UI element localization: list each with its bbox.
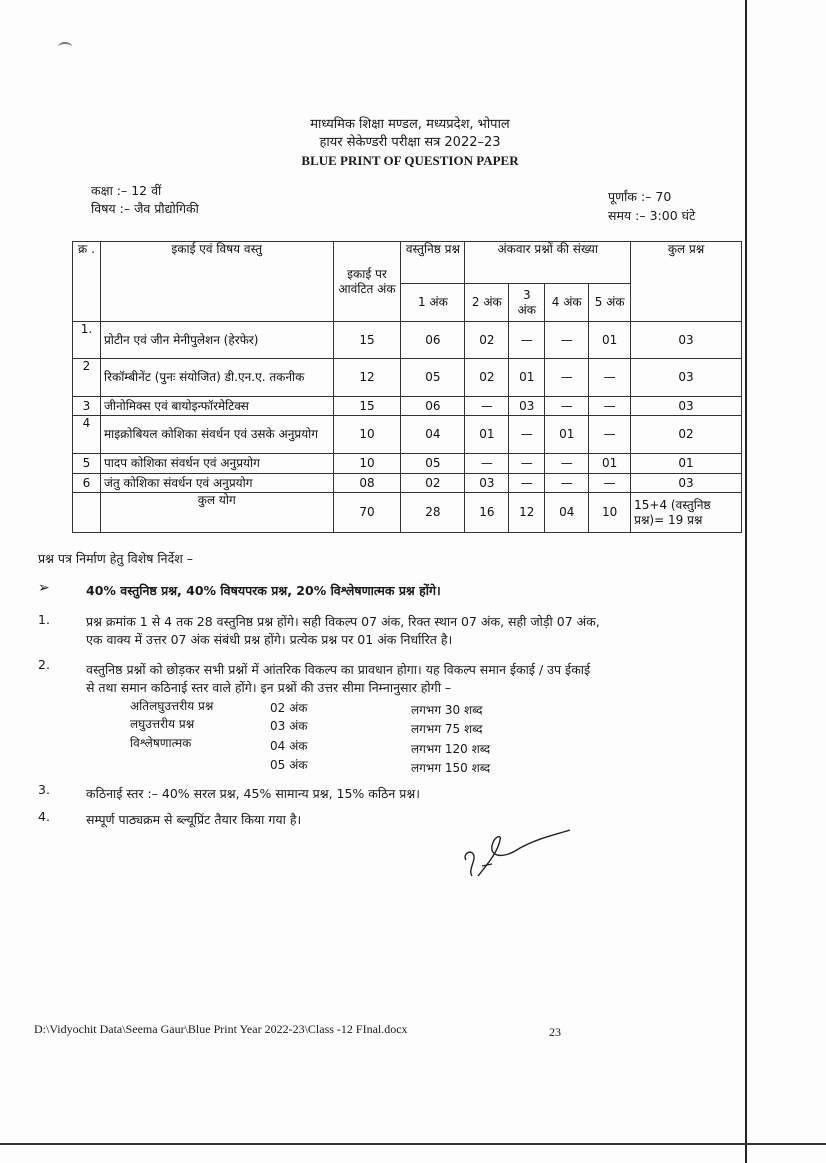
total-label: कुल योग bbox=[100, 493, 333, 533]
row-5-mark: — bbox=[589, 397, 631, 416]
board-name: माध्यमिक शिक्षा मण्डल, मध्यप्रदेश, भोपाल bbox=[310, 117, 510, 132]
row-objective: 02 bbox=[401, 474, 465, 493]
row-unit: पादप कोशिका संवर्धन एवं अनुप्रयोग bbox=[100, 454, 333, 474]
row-sno: 5 bbox=[73, 454, 101, 474]
row-4-mark: — bbox=[545, 359, 589, 397]
total-questions: 15+4 (वस्तुनिष्ठ प्रश्न)= 19 प्रश्न bbox=[631, 493, 742, 533]
row-2-mark: — bbox=[465, 397, 509, 416]
row-marks: 15 bbox=[333, 397, 401, 416]
header-total-questions: कुल प्रश्न bbox=[631, 242, 742, 322]
row-5-mark: — bbox=[589, 359, 631, 397]
row-objective: 05 bbox=[401, 454, 465, 474]
row-5-mark: 01 bbox=[589, 454, 631, 474]
blueprint-table bbox=[72, 241, 742, 533]
instruction-4: सम्पूर्ण पाठ्यक्रम से ब्ल्यूप्रिंट तैयार किया गया है। bbox=[86, 812, 302, 827]
limit-words: लगभग 75 शब्द bbox=[411, 722, 483, 736]
limit-type: लघुउत्तरीय प्रश्न bbox=[130, 717, 195, 731]
table-row bbox=[73, 416, 742, 454]
row-total: 03 bbox=[631, 397, 742, 416]
header-4-mark: 4 अंक bbox=[545, 284, 589, 322]
scan-edge-bottom bbox=[0, 1143, 826, 1145]
row-2-mark: 01 bbox=[465, 416, 509, 454]
limit-words: लगभग 150 शब्द bbox=[411, 761, 491, 775]
row-4-mark: — bbox=[545, 454, 589, 474]
instruction-1-line2: एक वाक्य में उत्तर 07 अंक संबंधी प्रश्न होंगे। प्रत्येक प्रश्न पर 01 अंक निर्धारित है। bbox=[86, 632, 453, 647]
row-unit: रिकॉम्बीनेंट (पुनः संयोजित) डी.एन.ए. तकनीक bbox=[100, 359, 333, 397]
row-marks: 10 bbox=[333, 454, 401, 474]
instruction-2-line2: से तथा समान कठिनाई स्तर वाले होंगे। इन प्रश्नों की उत्तर सीमा निम्नानुसार होगी – bbox=[86, 680, 452, 695]
total-3-mark: 12 bbox=[509, 493, 545, 533]
header-2-mark: 2 अंक bbox=[465, 284, 509, 322]
row-sno: 3 bbox=[73, 397, 101, 416]
row-2-mark: 02 bbox=[465, 322, 509, 359]
instruction-1-line1: प्रश्न क्रमांक 1 से 4 तक 28 वस्तुनिष्ठ प्रश्न होंगे। सही विकल्प 07 अंक, रिक्त स्थान 07 अंक, सही जोड़ी 07 अंक, bbox=[86, 614, 600, 629]
row-objective: 06 bbox=[401, 322, 465, 359]
page-number: 23 bbox=[549, 1025, 561, 1039]
punch-mark bbox=[58, 42, 72, 52]
row-3-mark: 03 bbox=[509, 397, 545, 416]
item-number: 3. bbox=[38, 782, 50, 797]
bullet-text: 40% वस्तुनिष्ठ प्रश्न, 40% विषयपरक प्रश्न, 20% विश्लेषणात्मक प्रश्न होंगे। bbox=[86, 583, 441, 598]
header-5-mark: 5 अंक bbox=[589, 284, 631, 322]
row-2-mark: 03 bbox=[465, 474, 509, 493]
document-title: BLUE PRINT OF QUESTION PAPER bbox=[301, 153, 519, 168]
signature bbox=[458, 826, 578, 886]
limit-marks: 02 अंक bbox=[270, 701, 308, 715]
row-unit: माइक्रोबियल कोशिका संवर्धन एवं उसके अनुप्रयोग bbox=[100, 416, 333, 454]
document-header bbox=[200, 116, 620, 170]
row-5-mark: 01 bbox=[589, 322, 631, 359]
row-marks: 15 bbox=[333, 322, 401, 359]
row-5-mark: — bbox=[589, 474, 631, 493]
row-sno: 4 bbox=[73, 416, 101, 454]
header-1-mark: 1 अंक bbox=[401, 284, 465, 322]
total-objective: 28 bbox=[401, 493, 465, 533]
row-marks: 08 bbox=[333, 474, 401, 493]
limit-type: विश्लेषणात्मक bbox=[130, 736, 192, 750]
total-sno bbox=[73, 493, 101, 533]
row-marks: 10 bbox=[333, 416, 401, 454]
row-5-mark: — bbox=[589, 416, 631, 454]
row-objective: 05 bbox=[401, 359, 465, 397]
row-unit: जीनोमिक्स एवं बायोइन्फॉरमेटिक्स bbox=[100, 397, 333, 416]
table-header-row bbox=[73, 242, 742, 284]
header-allotted-marks: इकाई पर आवंटित अंक bbox=[333, 242, 401, 322]
subject-label: विषय :– जैव प्रौद्योगिकी bbox=[91, 201, 199, 216]
item-number: 4. bbox=[38, 809, 50, 824]
row-4-mark: — bbox=[545, 322, 589, 359]
total-marks-label: पूर्णांक :– 70 bbox=[608, 189, 672, 204]
limit-marks: 04 अंक bbox=[270, 739, 308, 753]
limit-type: अतिलघुउत्तरीय प्रश्न bbox=[130, 699, 214, 713]
row-3-mark: — bbox=[509, 322, 545, 359]
row-total: 03 bbox=[631, 474, 742, 493]
header-unit: इकाई एवं विषय वस्तु bbox=[100, 242, 333, 322]
instruction-2-line1: वस्तुनिष्ठ प्रश्नों को छोड़कर सभी प्रश्नों में आंतरिक विकल्प का प्रावधान होगा। यह विकल्प समान ईकाई / उप ईकाई bbox=[86, 662, 591, 677]
header-3-mark: 3 अंक bbox=[509, 284, 545, 322]
total-4-mark: 04 bbox=[545, 493, 589, 533]
table-row bbox=[73, 454, 742, 474]
table-row bbox=[73, 322, 742, 359]
row-2-mark: 02 bbox=[465, 359, 509, 397]
row-total: 03 bbox=[631, 322, 742, 359]
class-label: कक्षा :– 12 वीं bbox=[91, 183, 162, 198]
row-3-mark: 01 bbox=[509, 359, 545, 397]
row-objective: 06 bbox=[401, 397, 465, 416]
table-total-row bbox=[73, 493, 742, 533]
row-sno: 1. bbox=[73, 322, 101, 359]
table-row bbox=[73, 359, 742, 397]
row-sno: 2 bbox=[73, 359, 101, 397]
row-total: 02 bbox=[631, 416, 742, 454]
row-4-mark: — bbox=[545, 474, 589, 493]
exam-session: हायर सेकेण्डरी परीक्षा सत्र 2022–23 bbox=[319, 135, 501, 150]
row-3-mark: — bbox=[509, 454, 545, 474]
total-2-mark: 16 bbox=[465, 493, 509, 533]
row-objective: 04 bbox=[401, 416, 465, 454]
row-4-mark: 01 bbox=[545, 416, 589, 454]
row-3-mark: — bbox=[509, 416, 545, 454]
limit-words: लगभग 30 शब्द bbox=[411, 703, 483, 717]
row-3-mark: — bbox=[509, 474, 545, 493]
header-sno: क्र . bbox=[73, 242, 101, 322]
row-sno: 6 bbox=[73, 474, 101, 493]
table-row bbox=[73, 397, 742, 416]
row-unit: जंतु कोशिका संवर्धन एवं अनुप्रयोग bbox=[100, 474, 333, 493]
instructions-heading: प्रश्न पत्र निर्माण हेतु विशेष निर्देश – bbox=[38, 551, 193, 566]
item-number: 1. bbox=[38, 612, 50, 627]
header-markwise: अंकवार प्रश्नों की संख्या bbox=[465, 242, 631, 284]
table-row bbox=[73, 474, 742, 493]
row-total: 03 bbox=[631, 359, 742, 397]
row-marks: 12 bbox=[333, 359, 401, 397]
time-label: समय :– 3:00 घंटे bbox=[608, 208, 696, 223]
total-5-mark: 10 bbox=[589, 493, 631, 533]
row-total: 01 bbox=[631, 454, 742, 474]
header-objective: वस्तुनिष्ठ प्रश्न bbox=[401, 242, 465, 284]
scan-edge-right bbox=[745, 0, 747, 1163]
limit-marks: 03 अंक bbox=[270, 719, 308, 733]
total-marks: 70 bbox=[333, 493, 401, 533]
bullet-arrow-icon: ➢ bbox=[38, 580, 50, 596]
row-2-mark: — bbox=[465, 454, 509, 474]
item-number: 2. bbox=[38, 657, 50, 672]
row-unit: प्रोटीन एवं जीन मेनीपुलेशन (हेरफेर) bbox=[100, 322, 333, 359]
row-4-mark: — bbox=[545, 397, 589, 416]
file-path: D:\Vidyochit Data\Seema Gaur\Blue Print Year 2022-23\Class -12 FInal.docx bbox=[34, 1022, 408, 1036]
instruction-3: कठिनाई स्तर :– 40% सरल प्रश्न, 45% सामान्य प्रश्न, 15% कठिन प्रश्न। bbox=[86, 786, 420, 801]
limit-marks: 05 अंक bbox=[270, 758, 308, 772]
limit-words: लगभग 120 शब्द bbox=[411, 742, 491, 756]
